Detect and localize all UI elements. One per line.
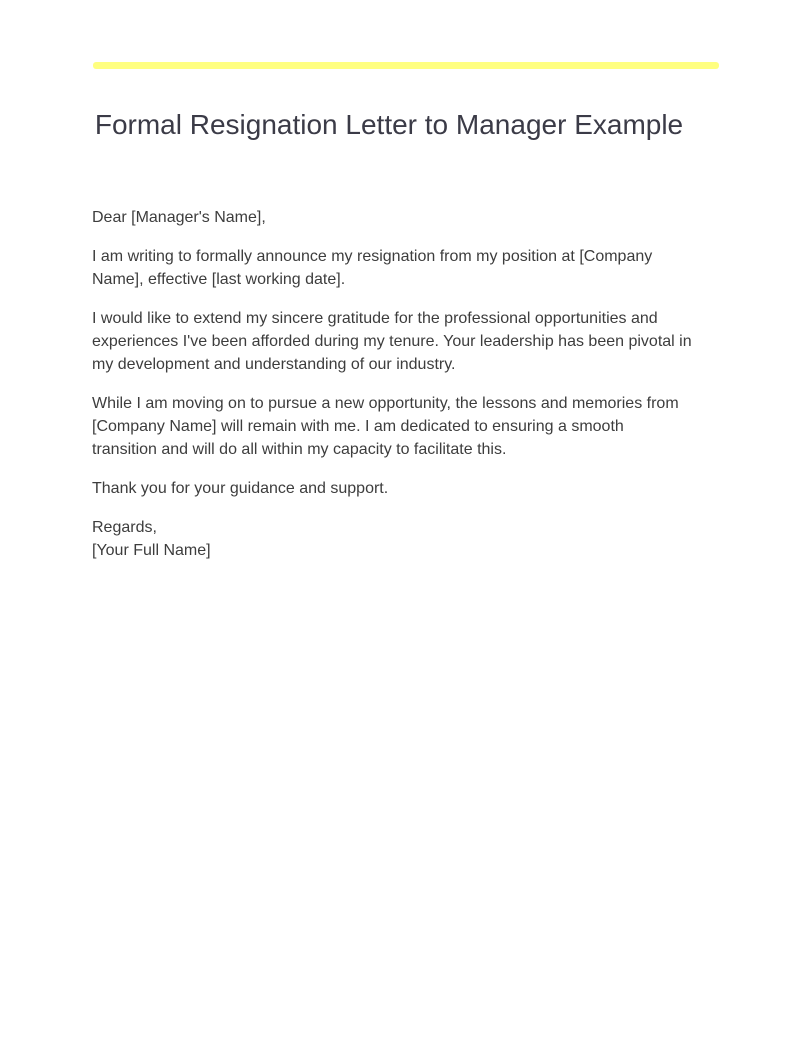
salutation: Dear [Manager's Name],: [92, 209, 266, 226]
closing: Regards,: [92, 519, 157, 536]
paragraph-thanks: Thank you for your guidance and support.: [92, 480, 389, 497]
accent-bar: [93, 62, 719, 69]
page-title: Formal Resignation Letter to Manager Example: [94, 109, 684, 140]
letter-body: [92, 206, 692, 578]
closing-block: [92, 516, 692, 562]
paragraph-resignation-notice: I am writing to formally announce my resignation from my position at [Company Name], effective [last working date].: [92, 248, 653, 288]
paragraph-transition: While I am moving on to pursue a new opportunity, the lessons and memories from [Company Name] will remain with me. I am dedicated to ensuring a smooth transition and will do all within my capacity to facilitate this.: [92, 395, 679, 458]
paragraph-gratitude: I would like to extend my sincere gratitude for the professional opportunities and experiences I've been afforded during my tenure. Your leadership has been pivotal in my development and understanding of our industry.: [92, 310, 692, 373]
signature: [Your Full Name]: [92, 542, 211, 559]
